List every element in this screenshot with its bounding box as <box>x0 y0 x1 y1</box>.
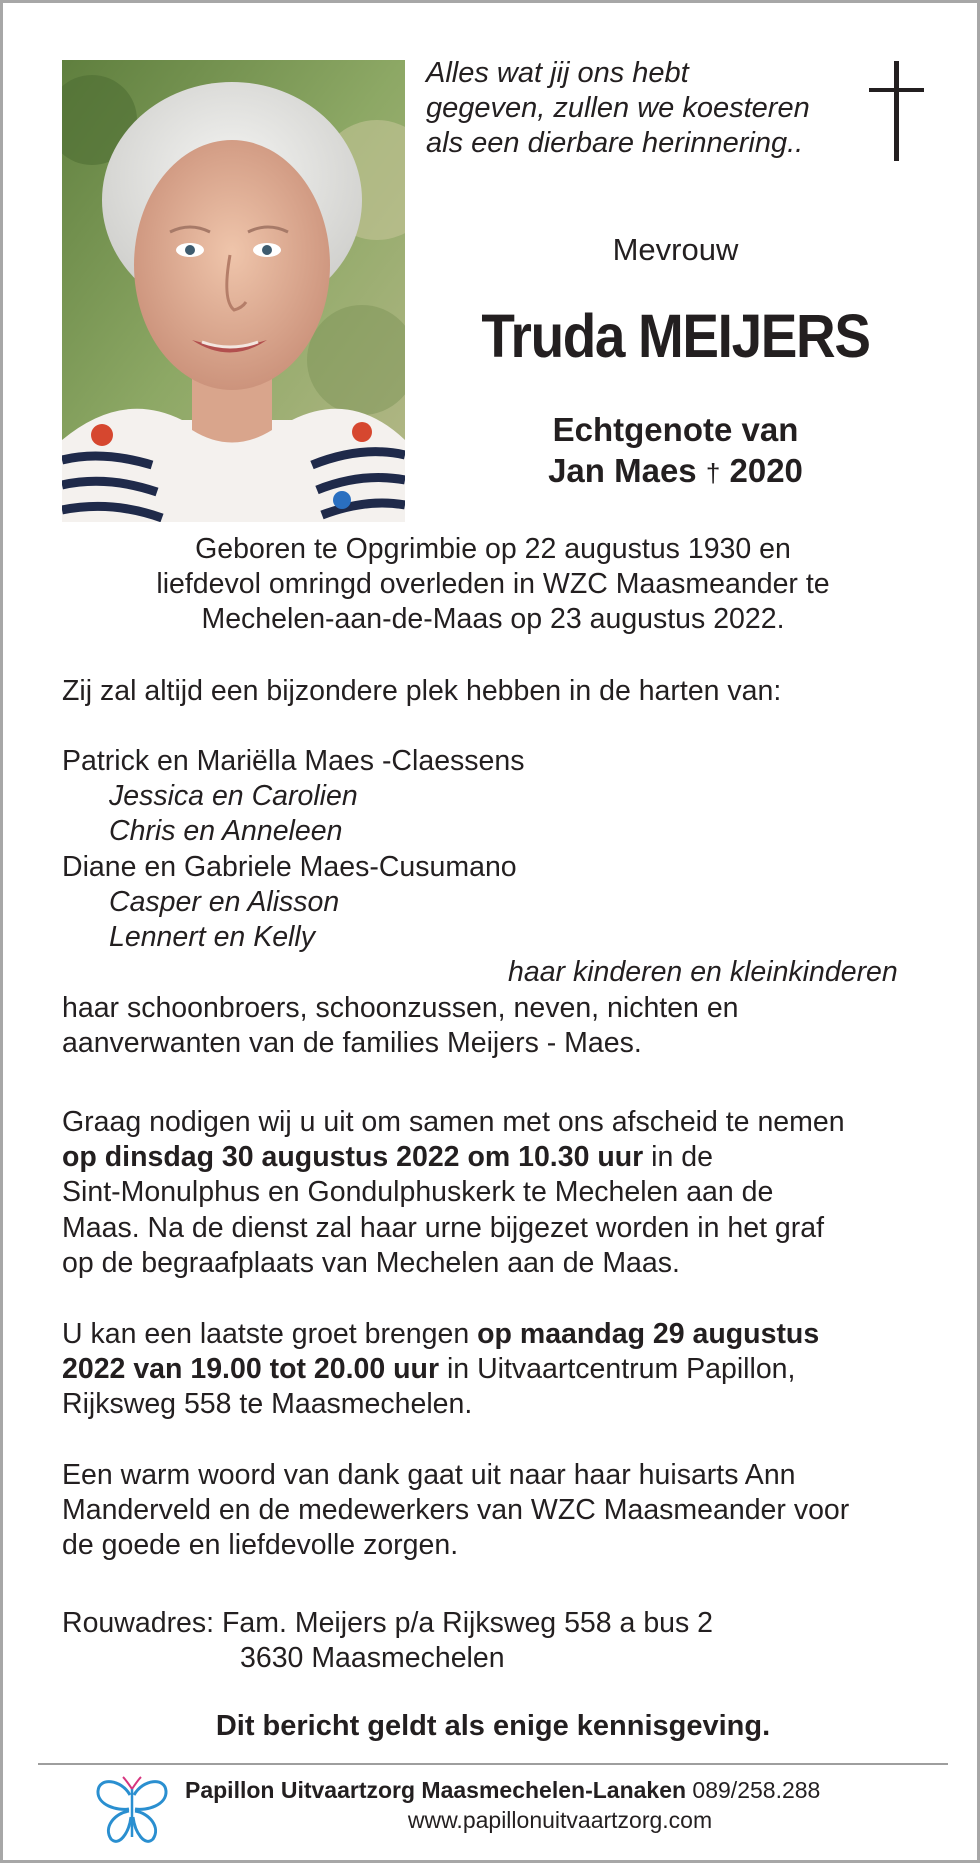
family-list <box>62 744 525 955</box>
paragraph-line: liefdevol omringd overleden in WZC Maasmeander te <box>156 568 830 601</box>
paragraph-line: de goede en liefdevolle zorgen. <box>62 1529 459 1562</box>
funeral-home-phone: 089/258.288 <box>686 1777 821 1803</box>
thanks-paragraph <box>62 1458 849 1564</box>
notice-statement: Dit bericht geldt als enige kennisgeving. <box>215 1710 771 1742</box>
paragraph-line <box>62 1352 819 1387</box>
family-intro: Zij zal altijd een bijzondere plek hebben in de harten van: <box>62 675 782 707</box>
funeral-home-name: Papillon Uitvaartzorg Maasmechelen-Lanaken <box>185 1777 687 1803</box>
spouse-block <box>463 409 888 494</box>
paragraph-text: U kan een laatste groet brengen <box>62 1318 478 1350</box>
spouse-death-year: 2020 <box>729 452 803 489</box>
memorial-quote <box>426 56 866 161</box>
relatives-paragraph <box>62 991 739 1061</box>
footer-line <box>185 1775 905 1805</box>
grandchildren-entry: Jessica en Carolien <box>109 780 358 813</box>
paragraph-line <box>62 1317 819 1352</box>
portrait-photo <box>62 60 405 522</box>
paragraph-line: Rijksweg 558 te Maasmechelen. <box>62 1388 473 1421</box>
paragraph-line: op de begraafplaats van Mechelen aan de Maas. <box>62 1246 680 1279</box>
cross-icon <box>865 61 927 161</box>
quote-line: als een dierbare herinnering.. <box>426 127 804 159</box>
paragraph-text: in de <box>643 1141 713 1174</box>
children-label: haar kinderen en kleinkinderen <box>508 956 898 988</box>
footer-divider <box>38 1763 948 1765</box>
dagger-icon: † <box>705 458 721 488</box>
address-line: 3630 Maasmechelen <box>240 1642 505 1675</box>
grandchildren-entry: Lennert en Kelly <box>109 921 315 954</box>
paragraph-line: Mechelen-aan-de-Maas op 23 augustus 2022. <box>201 603 785 636</box>
funeral-home-website[interactable]: www.papillonuitvaartzorg.com <box>407 1807 713 1833</box>
paragraph-line: Geboren te Opgrimbie op 22 augustus 1930 en <box>195 533 791 565</box>
portrait-image <box>62 60 405 522</box>
paragraph-line: Sint-Monulphus en Gondulphuskerk te Mechelen aan de <box>62 1176 774 1209</box>
paragraph-line: aanverwanten van de families Meijers - Maes. <box>62 1027 642 1060</box>
address-line: Rouwadres: Fam. Meijers p/a Rijksweg 558 a bus 2 <box>62 1607 714 1639</box>
quote-line: gegeven, zullen we koesteren <box>426 92 810 124</box>
paragraph-text: in Uitvaartcentrum Papillon, <box>439 1353 796 1386</box>
funeral-home-info <box>185 1775 905 1835</box>
visitation-paragraph <box>62 1317 819 1423</box>
spouse-line <box>463 450 888 494</box>
service-paragraph <box>62 1105 845 1281</box>
family-couple: Patrick en Mariëlla Maes -Claessens <box>62 745 525 777</box>
mourning-address <box>62 1606 713 1676</box>
visitation-date: op maandag 29 augustus <box>477 1318 820 1350</box>
paragraph-line: haar schoonbroers, schoonzussen, neven, nichten en <box>62 992 739 1024</box>
grandchildren-entry: Chris en Anneleen <box>109 815 343 848</box>
visitation-time: 2022 van 19.00 tot 20.00 uur <box>62 1353 440 1386</box>
honorific-title: Mevrouw <box>612 232 739 267</box>
paragraph-line: Graag nodigen wij u uit om samen met ons afscheid te nemen <box>62 1106 845 1138</box>
spouse-name: Jan Maes <box>548 452 697 489</box>
service-datetime: op dinsdag 30 augustus 2022 om 10.30 uur <box>62 1141 644 1174</box>
paragraph-line: Een warm woord van dank gaat uit naar haar huisarts Ann <box>62 1459 796 1491</box>
spouse-label: Echtgenote van <box>552 411 799 448</box>
paragraph-line: Maas. Na de dienst zal haar urne bijgezet worden in het graf <box>62 1211 825 1244</box>
butterfly-logo-icon <box>93 1775 171 1847</box>
grandchildren-entry: Casper en Alisson <box>109 885 340 918</box>
paragraph-line <box>62 1140 845 1175</box>
paragraph-line: Manderveld en de medewerkers van WZC Maasmeander voor <box>62 1494 850 1527</box>
deceased-name: Truda MEIJERS <box>481 302 870 370</box>
quote-line: Alles wat jij ons hebt <box>426 57 689 89</box>
family-couple: Diane en Gabriele Maes-Cusumano <box>62 850 517 883</box>
birth-death-paragraph <box>62 532 924 638</box>
